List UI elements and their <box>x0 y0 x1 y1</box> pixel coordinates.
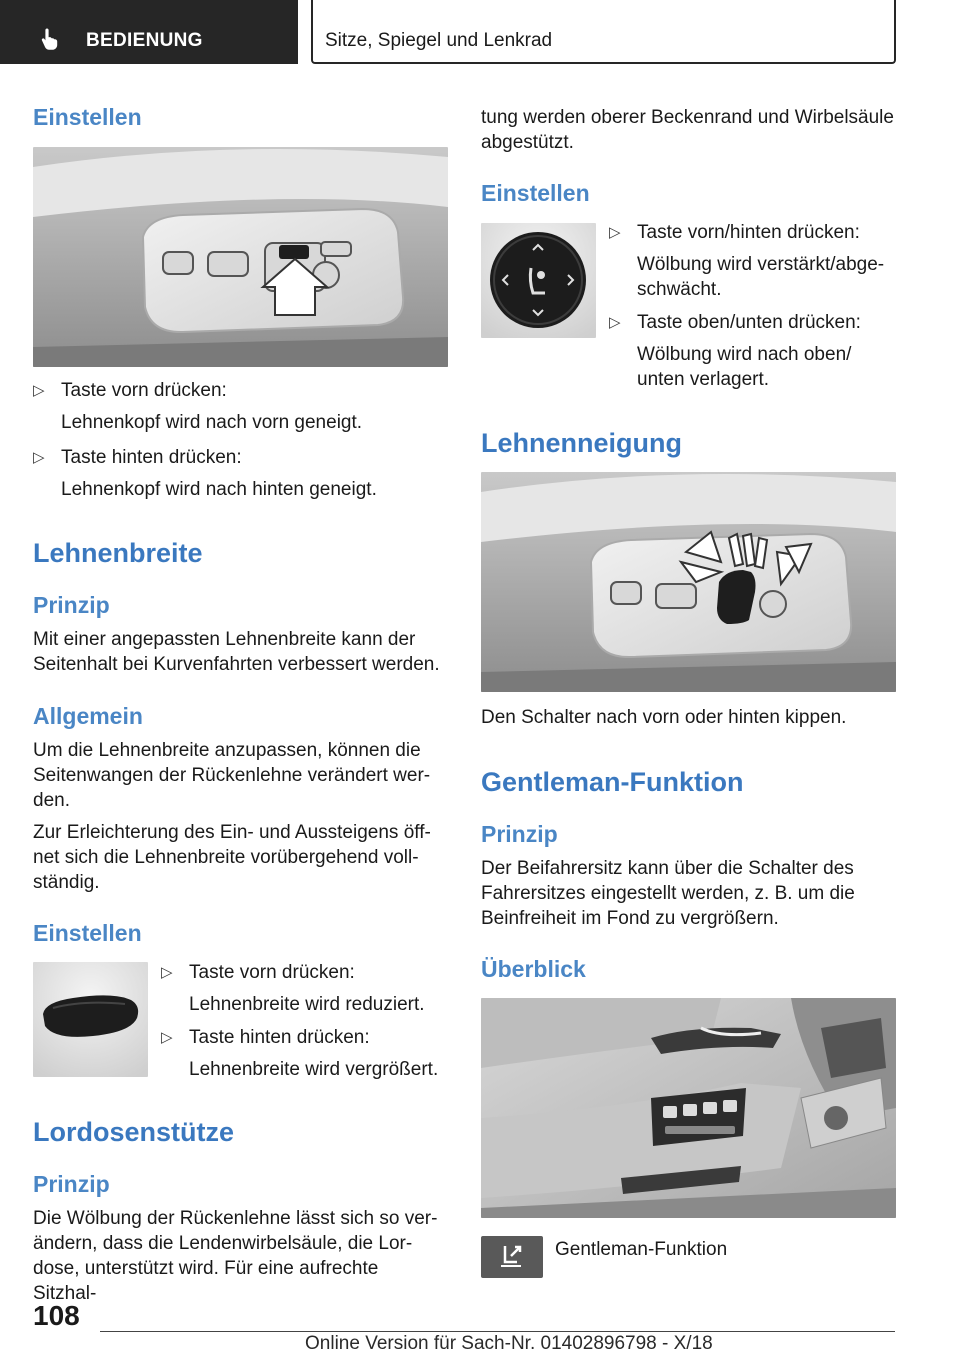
bullet-triangle-icon: ▷ <box>609 224 621 241</box>
bullet-description: Lehnenbreite wird vergrößert. <box>189 1059 439 1080</box>
seat-controls-photo-2 <box>481 472 896 692</box>
bullet-description: Wölbung wird verstärkt/abge- schwächt. <box>637 254 885 300</box>
paragraph-prinzip-2: Die Wölbung der Rückenlehne lässt sich so ver- ändern, dass die Lendenwirbelsäule, die Lor- dose, unterstützt wird. Für eine aufrechte Sitzhal- <box>33 1208 438 1304</box>
paragraph-lehnenneigung: Den Schalter nach vorn oder hinten kippen. <box>481 707 847 728</box>
heading-einstellen-1: Einstellen <box>33 104 142 130</box>
bullet-title: Taste vorn drücken: <box>189 962 355 983</box>
paragraph-allgemein-2: Zur Erleichterung des Ein- und Aussteigens öff- net sich die Lehnenbreite vorübergehend voll- ständig. <box>33 822 431 893</box>
bullet-triangle-icon: ▷ <box>161 1029 173 1046</box>
heading-einstellen-2: Einstellen <box>33 920 142 946</box>
footer-divider <box>100 1331 895 1332</box>
heading-einstellen-3: Einstellen <box>481 180 590 206</box>
gentleman-function-icon <box>481 1236 543 1278</box>
bullet-title: Taste oben/unten drücken: <box>637 312 861 333</box>
heading-prinzip-1: Prinzip <box>33 592 110 618</box>
heading-prinzip-3: Prinzip <box>481 821 558 847</box>
bullet-triangle-icon: ▷ <box>609 314 621 331</box>
bullet-item <box>609 310 897 390</box>
header-chapter-label: Sitze, Spiegel und Lenkrad <box>325 30 553 51</box>
heading-lehnenbreite: Lehnenbreite <box>33 538 203 568</box>
bullet-item <box>161 1025 449 1085</box>
bullet-item <box>33 378 449 438</box>
paragraph-continued: tung werden oberer Beckenrand und Wirbelsäule abgestützt. <box>481 107 894 153</box>
bullet-item <box>609 220 897 300</box>
heading-ueberblick: Überblick <box>481 956 586 982</box>
hand-pointer-icon <box>40 27 60 51</box>
heading-prinzip-2: Prinzip <box>33 1171 110 1197</box>
bullet-triangle-icon: ▷ <box>161 964 173 981</box>
paragraph-prinzip-1: Mit einer angepassten Lehnenbreite kann der Seitenhalt bei Kurvenfahrten verbessert werden. <box>33 629 440 675</box>
heading-lordosenstuetze: Lordosenstütze <box>33 1117 235 1147</box>
bullet-description: Lehnenkopf wird nach hinten geneigt. <box>61 479 377 500</box>
bolster-button-image <box>33 962 148 1077</box>
footer-online-version: Online Version für Sach-Nr. 01402896798 - X/18 <box>305 1333 713 1354</box>
heading-gentleman-funktion: Gentleman-Funktion <box>481 767 744 797</box>
page-number: 108 <box>33 1300 80 1331</box>
seat-controls-photo-1 <box>33 147 448 367</box>
bullet-title: Taste vorn/hinten drücken: <box>637 222 860 243</box>
bullet-triangle-icon: ▷ <box>33 449 45 466</box>
heading-lehnenneigung: Lehnenneigung <box>481 428 682 458</box>
heading-allgemein: Allgemein <box>33 703 143 729</box>
bullet-title: Taste hinten drücken: <box>61 447 242 468</box>
bullet-description: Wölbung wird nach oben/ unten verlagert. <box>637 344 852 390</box>
bullet-item <box>33 445 449 505</box>
bullet-title: Taste hinten drücken: <box>189 1027 370 1048</box>
paragraph-prinzip-3: Der Beifahrersitz kann über die Schalter des Fahrersitzes eingestellt werden, z. B. um die Beinfreiheit im Fond zu vergrößern. <box>481 858 855 929</box>
door-panel-photo <box>481 998 896 1218</box>
bullet-item <box>161 960 449 1020</box>
header-section-tab <box>0 0 298 64</box>
paragraph-allgemein-1: Um die Lehnenbreite anzupassen, können die Seitenwangen der Rückenlehne verändert wer- den. <box>33 740 431 811</box>
bullet-triangle-icon: ▷ <box>33 382 45 399</box>
bullet-description: Lehnenbreite wird reduziert. <box>189 994 425 1015</box>
bullet-description: Lehnenkopf wird nach vorn geneigt. <box>61 412 363 433</box>
header-chapter-tab <box>311 0 896 64</box>
header-section-label: BEDIENUNG <box>86 30 203 51</box>
lumbar-control-image <box>481 223 596 338</box>
bullet-title: Taste vorn drücken: <box>61 380 227 401</box>
icon-caption: Gentleman-Funktion <box>555 1239 728 1260</box>
